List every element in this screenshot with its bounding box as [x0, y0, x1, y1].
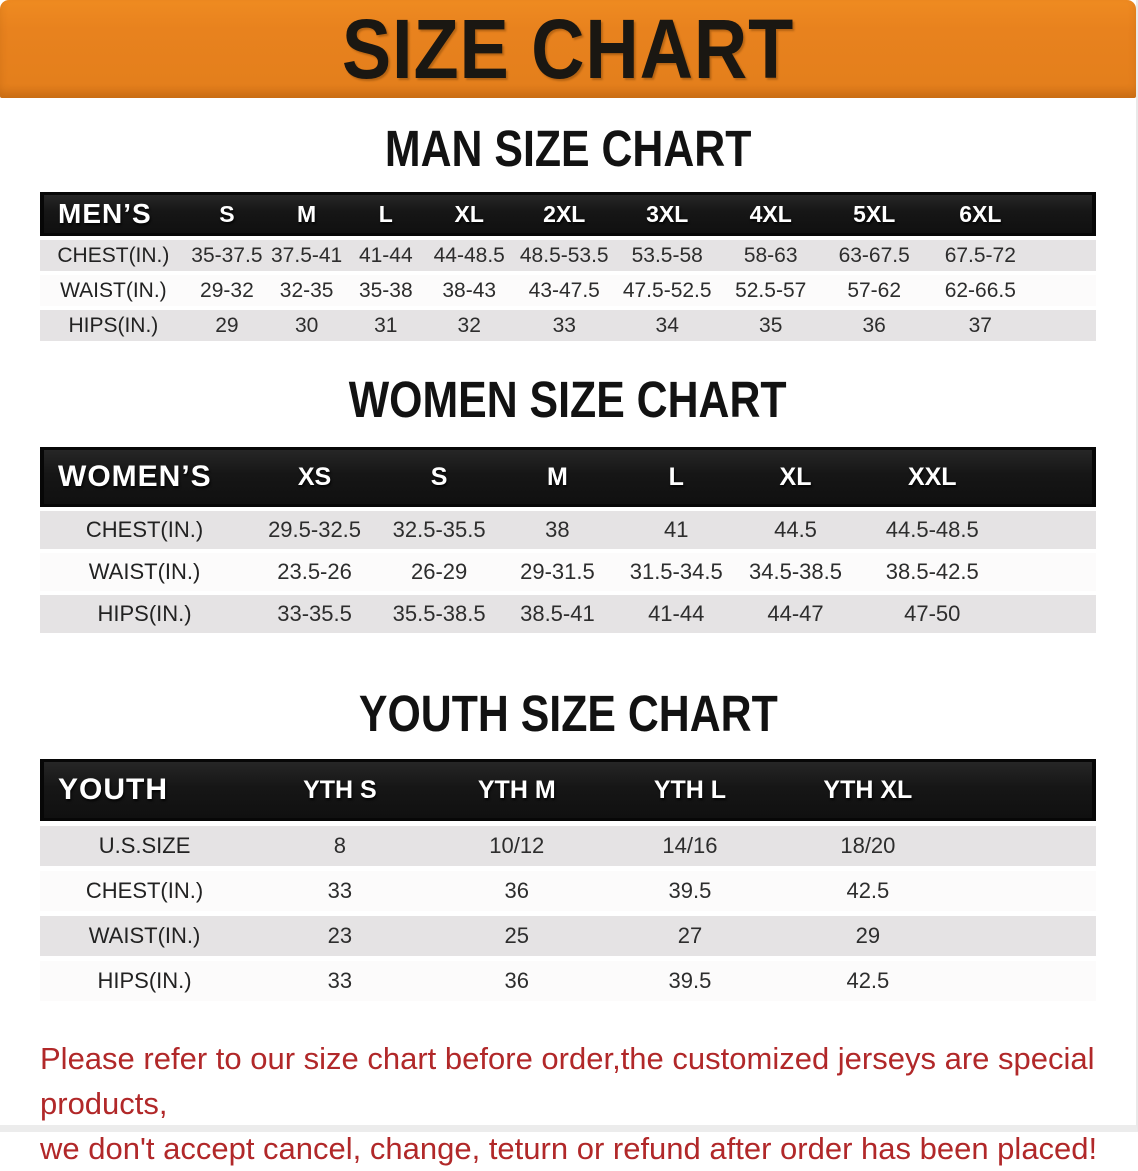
spacer-cell: [1035, 310, 1096, 341]
measurement-value: 35.5-38.5: [380, 595, 498, 633]
row-label: HIPS(IN.): [40, 595, 249, 633]
measurement-value: 34: [615, 310, 718, 341]
spacer-cell: [959, 759, 1096, 821]
measurement-value: 39.5: [603, 961, 777, 1001]
measurement-value: 29: [777, 916, 959, 956]
size-column-header: 3XL: [615, 192, 718, 236]
measurement-value: 38.5-42.5: [855, 553, 1009, 591]
measurement-value: 36: [431, 961, 603, 1001]
spacer-cell: [1009, 553, 1096, 591]
size-column-header: XL: [736, 447, 855, 507]
spacer-cell: [1009, 447, 1096, 507]
measurement-value: 23.5-26: [249, 553, 380, 591]
row-label: WAIST(IN.): [40, 553, 249, 591]
measurement-value: 29-31.5: [498, 553, 616, 591]
size-column-header: 6XL: [926, 192, 1035, 236]
page-title: SIZE CHART: [341, 2, 795, 96]
spacer-cell: [959, 916, 1096, 956]
youth-table-header: [40, 759, 1096, 821]
row-label: HIPS(IN.): [40, 961, 249, 1001]
size-column-header: M: [267, 192, 346, 236]
table-title-cell: YOUTH: [40, 759, 249, 821]
size-header-row: [40, 192, 1096, 236]
size-column-header: XXL: [855, 447, 1009, 507]
size-column-header: 5XL: [822, 192, 925, 236]
measurement-value: 38.5-41: [498, 595, 616, 633]
spacer-cell: [1035, 192, 1096, 236]
row-label: CHEST(IN.): [40, 240, 187, 271]
measurement-value: 47.5-52.5: [615, 275, 718, 306]
measurement-row: [40, 553, 1096, 591]
size-column-header: XS: [249, 447, 380, 507]
measurement-value: 27: [603, 916, 777, 956]
measurement-value: 29: [187, 310, 267, 341]
measurement-value: 32: [425, 310, 513, 341]
size-column-header: XL: [425, 192, 513, 236]
measurement-value: 29-32: [187, 275, 267, 306]
measurement-value: 43-47.5: [513, 275, 615, 306]
measurement-value: 39.5: [603, 871, 777, 911]
measurement-value: 35-38: [346, 275, 425, 306]
measurement-value: 67.5-72: [926, 240, 1035, 271]
banner: [0, 0, 1136, 98]
measurement-value: 32.5-35.5: [380, 511, 498, 549]
row-label: WAIST(IN.): [40, 916, 249, 956]
size-column-header: YTH XL: [777, 759, 959, 821]
measurement-row: [40, 916, 1096, 956]
youth-table-body: [40, 826, 1096, 1001]
measurement-value: 33: [249, 961, 431, 1001]
measurement-value: 48.5-53.5: [513, 240, 615, 271]
section-youth: [0, 685, 1136, 1006]
measurement-value: 44-47: [736, 595, 855, 633]
measurement-value: 44.5-48.5: [855, 511, 1009, 549]
measurement-value: 8: [249, 826, 431, 866]
measurement-row: [40, 275, 1096, 306]
row-label: WAIST(IN.): [40, 275, 187, 306]
measurement-value: 41: [617, 511, 736, 549]
measurement-value: 34.5-38.5: [736, 553, 855, 591]
spacer-cell: [959, 961, 1096, 1001]
measurement-row: [40, 826, 1096, 866]
women-section-heading: [0, 371, 1136, 428]
measurement-value: 35: [719, 310, 822, 341]
women-table-body: [40, 511, 1096, 633]
row-label: U.S.SIZE: [40, 826, 249, 866]
measurement-value: 47-50: [855, 595, 1009, 633]
men-section-heading-text: MAN SIZE CHART: [384, 120, 752, 177]
measurement-row: [40, 240, 1096, 271]
measurement-value: 52.5-57: [719, 275, 822, 306]
section-men: [0, 120, 1136, 345]
measurement-row: [40, 871, 1096, 911]
youth-size-table: [40, 754, 1096, 1006]
women-table-header: [40, 447, 1096, 507]
measurement-value: 44.5: [736, 511, 855, 549]
disclaimer-line-1: Please refer to our size chart before order,the customized jerseys are special products,: [40, 1041, 1095, 1121]
size-header-row: [40, 759, 1096, 821]
spacer-cell: [1009, 595, 1096, 633]
spacer-cell: [959, 871, 1096, 911]
men-size-table: [40, 188, 1096, 345]
measurement-value: 31: [346, 310, 425, 341]
measurement-row: [40, 961, 1096, 1001]
size-column-header: S: [380, 447, 498, 507]
measurement-value: 36: [822, 310, 925, 341]
measurement-value: 33: [249, 871, 431, 911]
measurement-value: 44-48.5: [425, 240, 513, 271]
row-label: HIPS(IN.): [40, 310, 187, 341]
section-women: [0, 371, 1136, 637]
measurement-row: [40, 511, 1096, 549]
size-column-header: L: [617, 447, 736, 507]
measurement-value: 63-67.5: [822, 240, 925, 271]
measurement-value: 18/20: [777, 826, 959, 866]
women-size-table: [40, 443, 1096, 637]
measurement-value: 42.5: [777, 871, 959, 911]
size-column-header: 4XL: [719, 192, 822, 236]
youth-section-heading: [0, 685, 1136, 742]
spacer-cell: [1035, 240, 1096, 271]
measurement-value: 36: [431, 871, 603, 911]
measurement-value: 31.5-34.5: [617, 553, 736, 591]
row-label: CHEST(IN.): [40, 871, 249, 911]
measurement-value: 38-43: [425, 275, 513, 306]
women-section-heading-text: WOMEN SIZE CHART: [349, 371, 787, 428]
measurement-value: 42.5: [777, 961, 959, 1001]
size-column-header: M: [498, 447, 616, 507]
measurement-value: 37: [926, 310, 1035, 341]
size-header-row: [40, 447, 1096, 507]
measurement-value: 38: [498, 511, 616, 549]
disclaimer-note: [40, 1036, 1116, 1171]
size-column-header: YTH S: [249, 759, 431, 821]
measurement-value: 32-35: [267, 275, 346, 306]
measurement-value: 41-44: [617, 595, 736, 633]
size-column-header: YTH M: [431, 759, 603, 821]
disclaimer-line-2: we don't accept cancel, change, teturn or refund after order has been placed!: [40, 1131, 1098, 1166]
measurement-value: 33-35.5: [249, 595, 380, 633]
measurement-row: [40, 310, 1096, 341]
table-title-cell: WOMEN’S: [40, 447, 249, 507]
measurement-value: 41-44: [346, 240, 425, 271]
measurement-value: 10/12: [431, 826, 603, 866]
size-column-header: YTH L: [603, 759, 777, 821]
size-column-header: 2XL: [513, 192, 615, 236]
measurement-value: 25: [431, 916, 603, 956]
spacer-cell: [959, 826, 1096, 866]
measurement-value: 62-66.5: [926, 275, 1035, 306]
measurement-value: 57-62: [822, 275, 925, 306]
men-section-heading: [0, 120, 1136, 177]
size-column-header: L: [346, 192, 425, 236]
measurement-value: 23: [249, 916, 431, 956]
men-table-header: [40, 192, 1096, 236]
youth-section-heading-text: YOUTH SIZE CHART: [358, 685, 778, 742]
measurement-value: 26-29: [380, 553, 498, 591]
size-column-header: S: [187, 192, 267, 236]
men-table-body: [40, 240, 1096, 341]
measurement-value: 53.5-58: [615, 240, 718, 271]
table-title-cell: MEN’S: [40, 192, 187, 236]
spacer-cell: [1035, 275, 1096, 306]
row-label: CHEST(IN.): [40, 511, 249, 549]
measurement-value: 37.5-41: [267, 240, 346, 271]
measurement-value: 58-63: [719, 240, 822, 271]
measurement-value: 30: [267, 310, 346, 341]
measurement-value: 14/16: [603, 826, 777, 866]
measurement-value: 33: [513, 310, 615, 341]
measurement-row: [40, 595, 1096, 633]
measurement-value: 29.5-32.5: [249, 511, 380, 549]
measurement-value: 35-37.5: [187, 240, 267, 271]
spacer-cell: [1009, 511, 1096, 549]
